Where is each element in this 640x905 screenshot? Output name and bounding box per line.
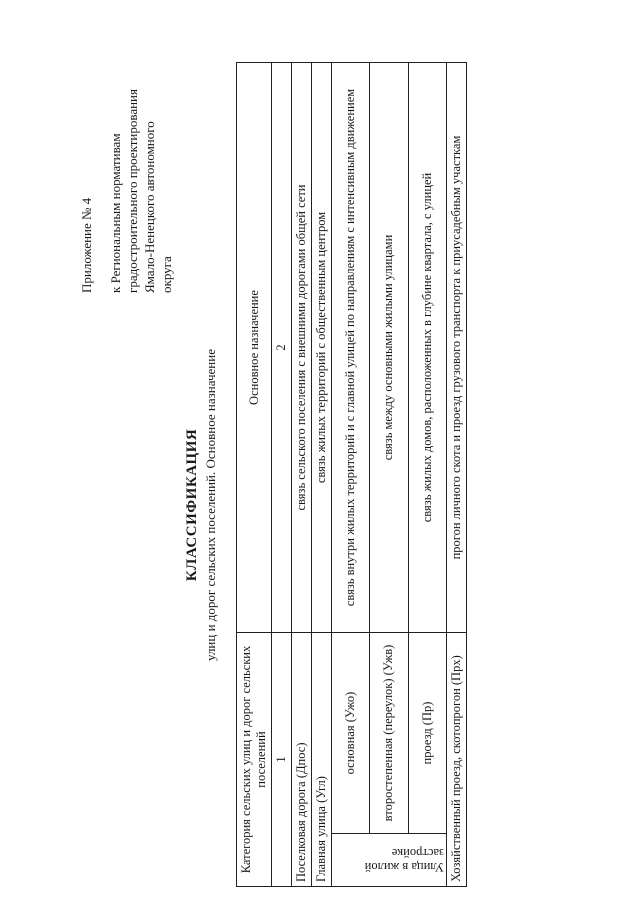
table-row: [312, 63, 332, 887]
table-row: [408, 63, 446, 887]
table-row: [447, 63, 467, 887]
row-purpose: связь внутри жилых территорий и с главной улицей по направлениям с интенсивным движением: [332, 63, 370, 633]
row-category: основная (Ужо): [332, 633, 370, 834]
classification-table: [236, 62, 467, 887]
row-category: Поселковая дорога (Дпос): [292, 633, 312, 887]
heading-block: [184, 255, 219, 755]
row-purpose: связь жилых домов, расположенных в глубине квартала, с улицей: [408, 63, 446, 633]
table-row: [332, 63, 370, 887]
row-purpose: прогон личного скота и проезд грузового транспорта к приусадебным участкам: [447, 63, 467, 633]
document-subtitle: улиц и дорог сельских поселений. Основное назначение: [203, 349, 218, 661]
table-header-row: [237, 63, 272, 887]
header-purpose: Основное назначение: [237, 63, 272, 633]
appendix-number: Приложение № 4: [79, 197, 94, 293]
column-number: 1: [272, 633, 292, 887]
row-category: проезд (Пр): [408, 633, 446, 834]
appendix-line: Ямало-Ненецкого автономного: [142, 121, 157, 293]
group-label: Улица в жилой застройке: [364, 846, 444, 874]
document-title: КЛАССИФИКАЦИЯ: [184, 428, 200, 582]
row-purpose: связь сельского поселения с внешними дорогами общей сети: [292, 63, 312, 633]
appendix-line: округа: [159, 256, 174, 293]
row-category: Хозяйственный проезд, скотопрогон (Прх): [447, 633, 467, 887]
appendix-line: к Региональным нормативам: [108, 133, 123, 293]
column-number-row: [272, 63, 292, 887]
row-purpose: связь между основными жилыми улицами: [370, 63, 408, 633]
group-label-cell: [332, 834, 447, 887]
appendix-block: [78, 13, 175, 293]
row-category: Главная улица (Угл): [312, 633, 332, 887]
row-purpose: связь жилых территорий с общественным центром: [312, 63, 332, 633]
row-category: второстепенная (переулок) (Ужв): [370, 633, 408, 834]
header-category: Категория сельских улиц и дорог сельских поселений: [237, 633, 272, 887]
table-row: [292, 63, 312, 887]
appendix-line: градостроительного проектирования: [125, 89, 140, 293]
column-number: 2: [272, 63, 292, 633]
table-row: [370, 63, 408, 887]
